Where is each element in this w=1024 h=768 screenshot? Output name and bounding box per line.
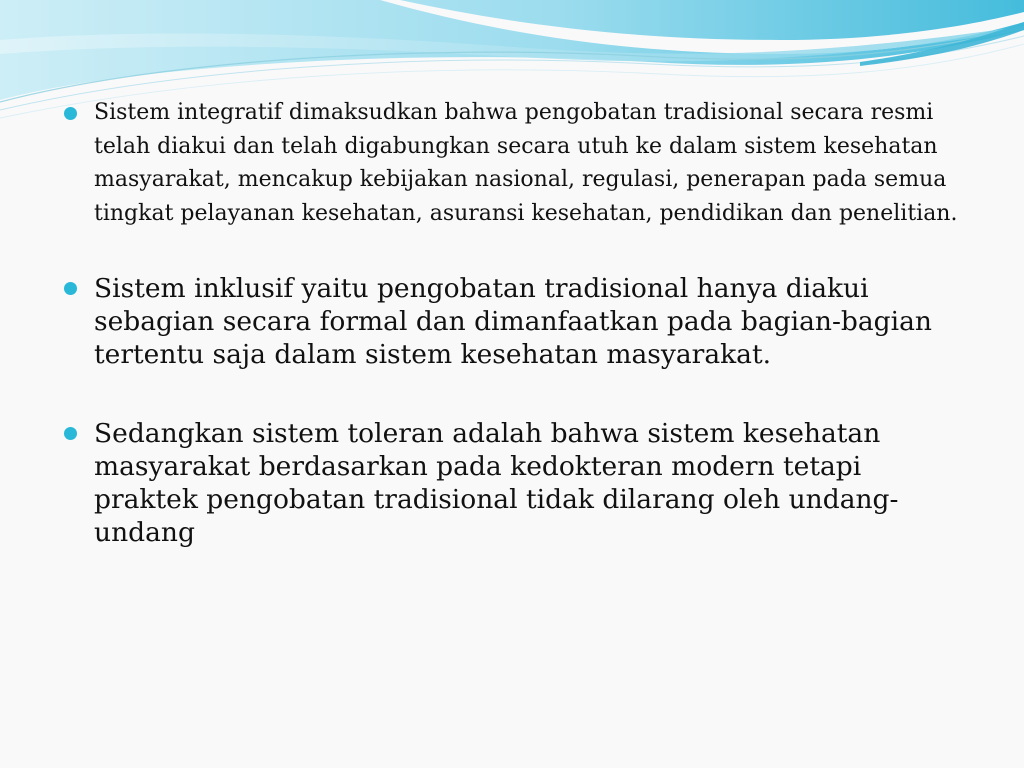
bullet-item-toleran xyxy=(60,417,960,549)
bullet-dot-icon xyxy=(64,282,77,295)
bullet-text: Sistem integratif dimaksudkan bahwa pengobatan tradisional secara resmi telah diakui dan telah digabungkan secara utuh ke dalam sistem kesehatan masyarakat, mencakup kebijakan nasional, regulasi, penerapan pada semua tingkat pelayanan kesehatan, asuransi kesehatan, pendidikan dan penelitian. xyxy=(94,100,958,226)
bullet-dot-icon xyxy=(64,427,77,440)
bullet-dot-icon xyxy=(64,107,77,120)
bullet-list xyxy=(60,96,960,595)
bullet-item-inklusif xyxy=(60,272,960,371)
bullet-item-integratif xyxy=(60,96,960,230)
bullet-text: Sistem inklusif yaitu pengobatan tradisional hanya diakui sebagian secara formal dan dimanfaatkan pada bagian-bagian tertentu saja dalam sistem kesehatan masyarakat. xyxy=(94,273,932,370)
bullet-text: Sedangkan sistem toleran adalah bahwa sistem kesehatan masyarakat berdasarkan pada kedokteran modern tetapi praktek pengobatan tradisional tidak dilarang oleh undang-undang xyxy=(94,418,899,548)
